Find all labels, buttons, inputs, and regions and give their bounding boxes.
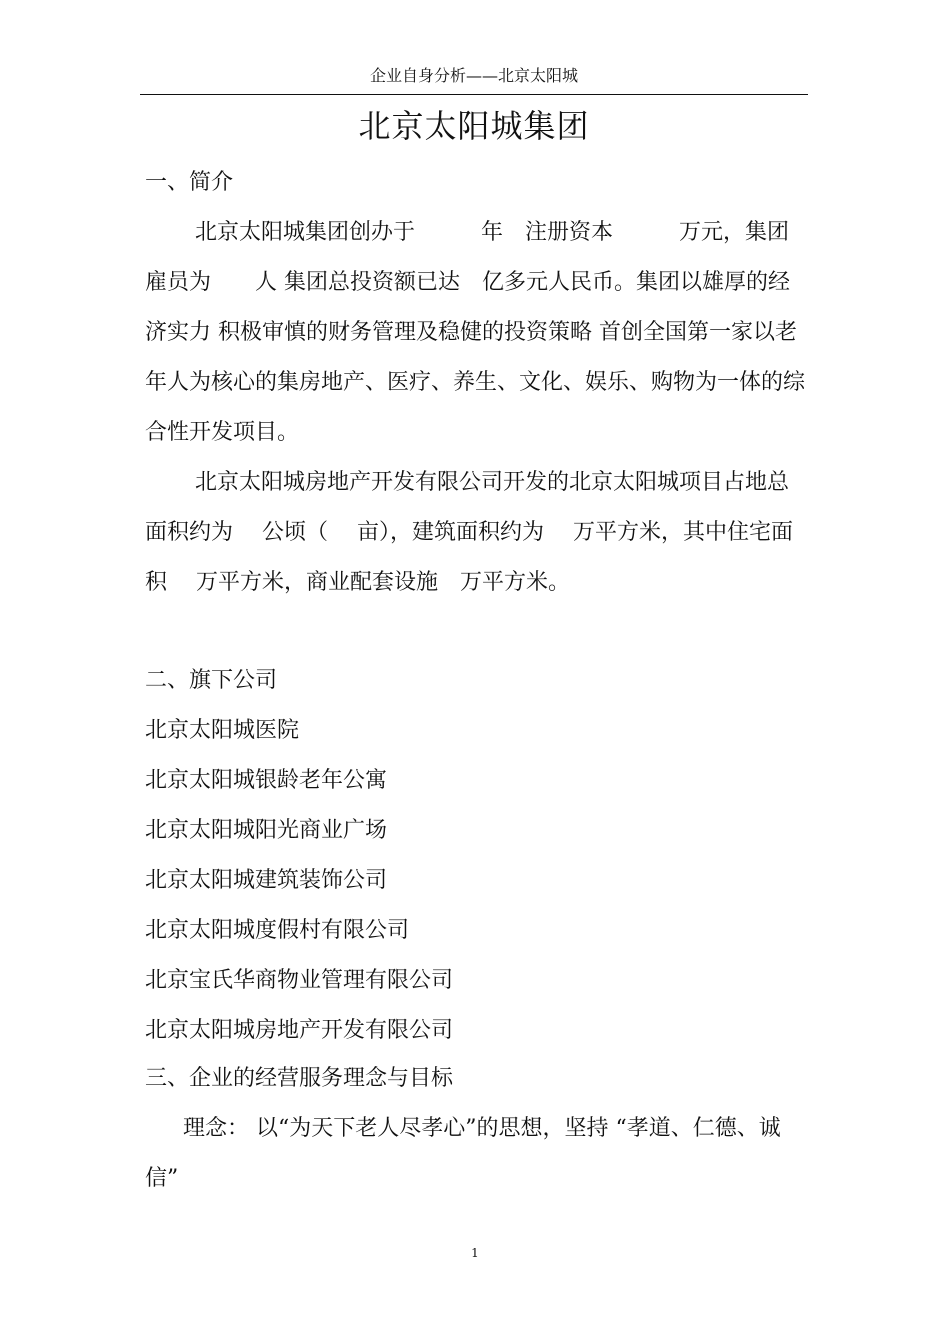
page-number: 1 bbox=[471, 1246, 479, 1260]
section-heading-intro: 一、简介 bbox=[145, 170, 234, 195]
intro-paragraph-2: 北京太阳城房地产开发有限公司开发的北京太阳城项目占地总面积约为 公顷（ 亩），建筑面积约为 万平方米，其中住宅面积 万平方米，商业配套设施 万平方米。 bbox=[145, 470, 793, 595]
list-item: 北京太阳城阳光商业广场 bbox=[145, 818, 388, 843]
document-title: 北京太阳城集团 bbox=[358, 107, 590, 145]
section-heading-philosophy: 三、企业的经营服务理念与目标 bbox=[145, 1066, 454, 1091]
list-item: 北京太阳城房地产开发有限公司 bbox=[145, 1018, 454, 1043]
intro-paragraph-1: 北京太阳城集团创办于 年 注册资本 万元，集团雇员为 人 集团总投资额已达 亿多元人民币。集团以雄厚的经济实力 积极审慎的财务管理及稳健的投资策略 首创全国第一家以老年人为核心的集房地产、医疗、养生、文化、娱乐、购物为一体的综合性开发项目。 bbox=[145, 220, 806, 445]
list-item: 北京宝氏华商物业管理有限公司 bbox=[145, 968, 454, 993]
list-item: 北京太阳城银龄老年公寓 bbox=[145, 768, 388, 793]
running-header: 企业自身分析——北京太阳城 bbox=[369, 66, 578, 85]
header-divider bbox=[140, 94, 808, 95]
section-heading-subsidiaries: 二、旗下公司 bbox=[145, 668, 278, 693]
list-item: 北京太阳城度假村有限公司 bbox=[145, 918, 410, 943]
list-item: 北京太阳城医院 bbox=[145, 718, 300, 743]
list-item: 北京太阳城建筑装饰公司 bbox=[145, 868, 388, 893]
philosophy-paragraph: 理念： 以“为天下老人尽孝心”的思想，坚持 “孝道、仁德、诚信” bbox=[145, 1116, 781, 1191]
